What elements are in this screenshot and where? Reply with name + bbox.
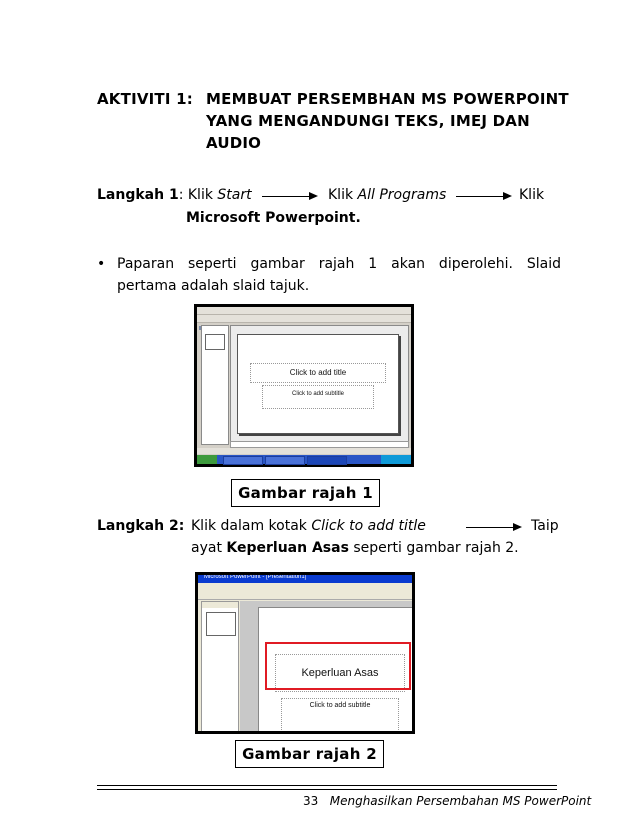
- step2-label: Langkah 2:: [97, 518, 185, 534]
- slide-thumbnail: [205, 334, 225, 350]
- subtitle-placeholder[interactable]: Click to add subtitle: [281, 698, 399, 731]
- step1-app: Microsoft Powerpoint.: [186, 210, 361, 226]
- task-item[interactable]: [307, 456, 347, 465]
- task-item[interactable]: [223, 456, 263, 465]
- highlight-box: [265, 642, 411, 690]
- step1-label: Langkah 1: [97, 187, 179, 203]
- slide-thumbnail: [206, 612, 236, 636]
- slide-1: [237, 334, 399, 434]
- notes-pane: [230, 441, 409, 448]
- powerpoint-window-1: [197, 307, 411, 464]
- step1-klik-2: Klik: [328, 187, 354, 203]
- bullet-line1: Paparan seperti gambar rajah 1 akan diperolehi. Slaid: [117, 256, 561, 272]
- step2-click-to-add-title: Click to add title: [311, 518, 426, 534]
- arrow-1: [262, 196, 316, 197]
- footer: [303, 794, 591, 808]
- step2-keperluan-asas: Keperluan Asas: [226, 540, 349, 556]
- step1-all-programs: All Programs: [357, 187, 447, 203]
- step2-text1: Klik dalam kotak: [191, 518, 307, 534]
- arrow-2: [456, 196, 510, 197]
- step2-line1: [191, 518, 426, 534]
- activity-label: AKTIVITI 1:: [97, 90, 193, 108]
- start-button[interactable]: [197, 455, 217, 464]
- step2-taip: Taip: [531, 518, 559, 534]
- subtitle-placeholder[interactable]: Click to add subtitle: [262, 385, 374, 409]
- menu-bar: [197, 307, 411, 315]
- slides-pane: [201, 325, 229, 445]
- title-bar: Microsoft PowerPoint - [Presentation1]: [198, 575, 412, 583]
- step1-klik-1: Klik: [187, 187, 213, 203]
- step1-klik-3: Klik: [519, 187, 545, 203]
- slide-area: [230, 325, 409, 442]
- pane-tabs: [202, 602, 238, 608]
- activity-title-line2: YANG MENGANDUNGI TEKS, IMEJ DAN: [206, 112, 530, 130]
- task-item[interactable]: [265, 456, 305, 465]
- toolbar: [198, 590, 412, 600]
- activity-title-line1: MEMBUAT PERSEMBHAN MS POWERPOINT: [206, 90, 569, 108]
- step2-text2: seperti gambar rajah 2.: [353, 540, 519, 556]
- bullet-dot: •: [97, 256, 106, 272]
- caption-1: Gambar rajah 1: [231, 479, 380, 507]
- page-number: 33: [303, 794, 319, 808]
- title-text[interactable]: Keperluan Asas: [275, 654, 405, 692]
- drawing-toolbar: [197, 448, 411, 454]
- step1-klik-all: [328, 187, 446, 203]
- title-placeholder[interactable]: Click to add title: [250, 363, 386, 383]
- footer-rule-top: [97, 785, 557, 786]
- step1-line: [97, 187, 252, 203]
- step1-colon: :: [178, 187, 184, 203]
- step2-line2: [191, 540, 519, 556]
- caption-2: Gambar rajah 2: [235, 740, 384, 768]
- activity-title-line3: AUDIO: [206, 134, 262, 152]
- bullet-line2: pertama adalah slaid tajuk.: [117, 278, 310, 294]
- taskbar: [197, 455, 411, 464]
- footer-rule-bottom: [97, 789, 557, 790]
- arrow-3: [466, 527, 520, 528]
- system-tray: [381, 455, 411, 464]
- footer-title: Menghasilkan Persembahan MS PowerPoint: [329, 794, 592, 808]
- toolbar: [197, 315, 411, 323]
- step2-ayat: ayat: [191, 540, 222, 556]
- slides-pane: [201, 601, 239, 731]
- menu-bar: [198, 583, 412, 590]
- step1-start: Start: [217, 187, 252, 203]
- screenshot-1: [194, 304, 414, 467]
